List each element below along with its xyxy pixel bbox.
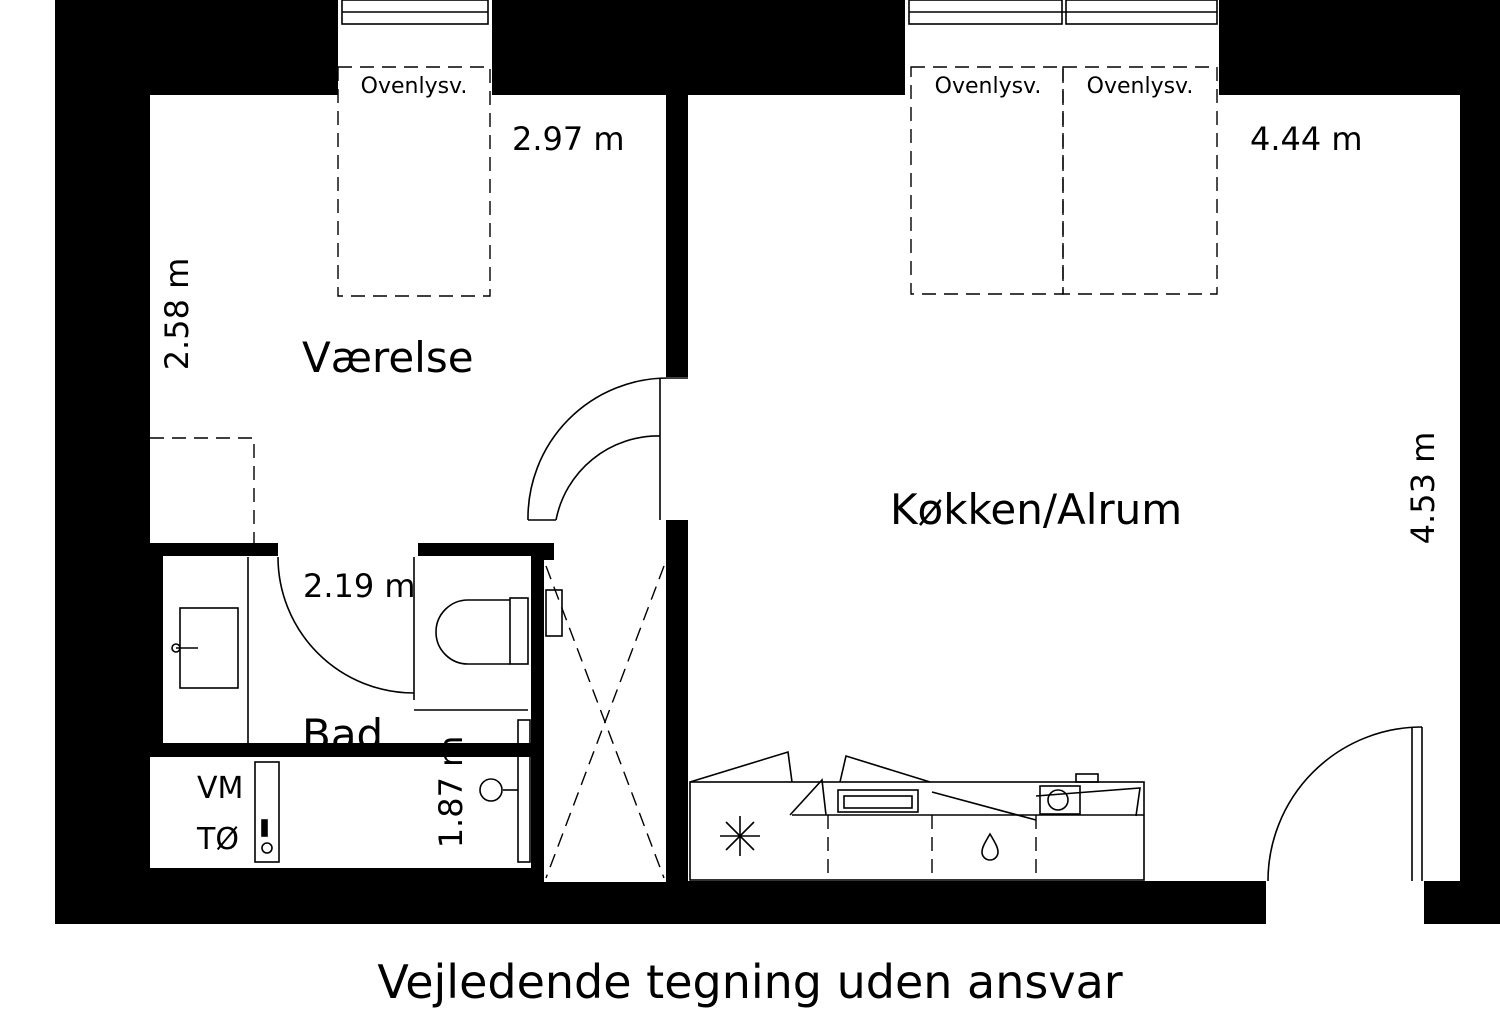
entrance-niche bbox=[1440, 830, 1460, 876]
skylight-label-kitchen-left: Ovenlysv. bbox=[934, 74, 1042, 99]
entrance-door-gap bbox=[1266, 881, 1424, 924]
dimension-bedroom-width: 2.97 m bbox=[512, 120, 625, 158]
room-label-bathroom: Bad bbox=[302, 710, 384, 759]
dimension-kitchen-depth: 4.53 m bbox=[1404, 431, 1442, 545]
dryer-label: TØ bbox=[197, 822, 239, 857]
skylight-label-kitchen-right: Ovenlysv. bbox=[1086, 74, 1194, 99]
dimension-bath-depth: 1.87 m bbox=[432, 735, 470, 849]
dimension-kitchen-width: 4.44 m bbox=[1250, 120, 1363, 158]
skylight-label-bedroom: Ovenlysv. bbox=[360, 74, 468, 99]
bedroom-floor bbox=[150, 95, 666, 543]
hall-entry bbox=[554, 543, 666, 561]
kitchen-door-gap bbox=[666, 377, 688, 520]
room-label-kitchen: Køkken/Alrum bbox=[890, 485, 1183, 534]
dimension-bath-width: 2.19 m bbox=[303, 567, 416, 605]
room-label-bedroom: Værelse bbox=[302, 333, 474, 382]
bath-entry bbox=[278, 543, 418, 557]
dimension-bedroom-depth: 2.58 m bbox=[158, 257, 196, 371]
washer-label: VM bbox=[197, 771, 244, 806]
stove-icon bbox=[720, 816, 760, 856]
disclaimer-text: Vejledende tegning uden ansvar bbox=[377, 955, 1123, 1009]
